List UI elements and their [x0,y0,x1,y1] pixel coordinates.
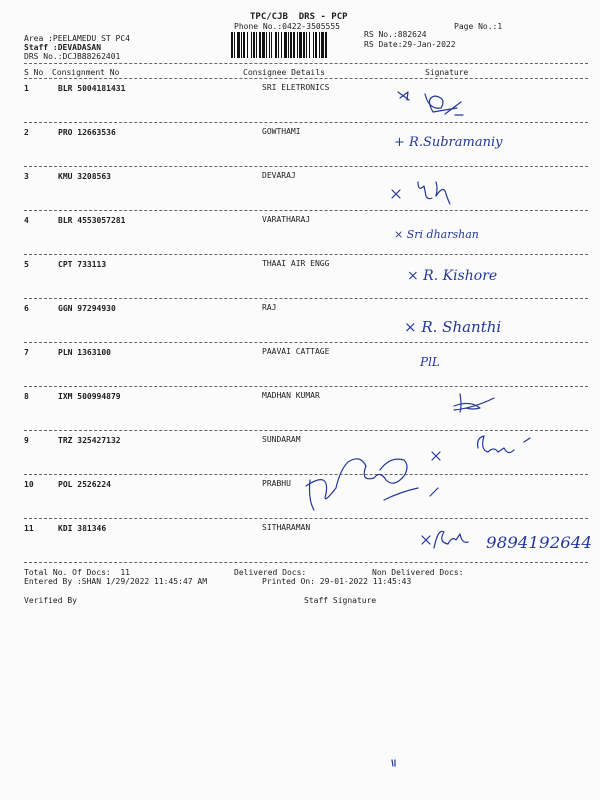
handwritten-phone-number [484,528,596,554]
row-11-consignee: SITHARAMAN [262,523,311,532]
row-divider [24,342,588,343]
signature-row-11 [418,522,478,558]
rs-date: RS Date:29-Jan-2022 [364,40,456,49]
barcode-bar [241,32,242,58]
barcode-bar [299,32,302,58]
row-4-sno: 4 [24,216,29,225]
document-title: TPC/CJB DRS - PCP [250,12,348,22]
row-8-consignment: IXM 500994879 [58,392,121,401]
row-3-sno: 3 [24,172,29,181]
barcode-bar [271,32,272,58]
barcode-bar [315,32,317,58]
row-divider [24,386,588,387]
row-5-sno: 5 [24,260,29,269]
row-divider [24,166,588,167]
entered-by: Entered By :SHAN 1/29/2022 11:45:47 AM [24,577,208,586]
signature-row-5 [405,262,555,286]
row-4-consignment: BLR 4553057281 [58,216,126,225]
rs-number: RS No.:882624 [364,30,427,39]
barcode-bar [325,32,327,58]
row-5-consignment: CPT 733113 [58,260,107,269]
signature-row-3 [388,176,468,206]
row-8-consignee: MADHAN KUMAR [262,391,320,400]
signature-row-7 [418,352,458,372]
row-10-sno: 10 [24,480,34,489]
row-1-sno: 1 [24,84,29,93]
row-6-sno: 6 [24,304,29,313]
row-3-consignment: KMU 3208563 [58,172,111,181]
verified-by-label: Verified By [24,596,77,605]
row-4-consignee: VARATHARAJ [262,215,311,224]
column-header-divider [24,78,588,79]
signature-row-9-10 [300,430,560,520]
row-1-consignment: BLR 5004181431 [58,84,126,93]
pen-mark [390,758,398,768]
row-2-sno: 2 [24,128,29,137]
signature-row-5-text: × R. Kishore [407,268,498,284]
row-11-consignment: KDI 381346 [58,524,107,533]
barcode-bar [313,32,314,58]
row-7-consignment: PLN 1363100 [58,348,111,357]
column-header-consignee: Consignee Details [243,68,325,77]
barcode-bar [266,32,267,58]
row-3-consignee: DEVARAJ [262,171,296,180]
non-delivered-docs: Non Delivered Docs: [372,568,464,577]
signature-row-6 [402,314,562,338]
barcode-bar [288,32,289,58]
row-2-consignment: PRO 12663536 [58,128,116,137]
barcode-bar [275,32,277,58]
row-divider [24,122,588,123]
area-label: Area :PEELAMEDU ST PC4 [24,34,130,43]
row-9-consignment: TRZ 325427132 [58,436,121,445]
signature-row-1 [395,88,475,122]
row-9-consignee: SUNDARAM [262,435,301,444]
barcode-bar [234,32,235,58]
row-divider [24,298,588,299]
signature-row-2 [392,130,512,152]
row-divider [24,210,588,211]
page-number: Page No.:1 [454,22,503,31]
signature-row-4-text: × Sri dharshan [394,228,479,241]
barcode-image [231,32,357,58]
row-divider [24,562,588,563]
row-11-sno: 11 [24,524,34,533]
row-10-consignee: PRABHU [262,479,291,488]
barcode-bar [309,32,310,58]
header-divider [24,63,588,64]
barcode-bar [247,32,248,58]
row-9-sno: 9 [24,436,29,445]
barcode-bar [297,32,298,58]
barcode-bar [284,32,287,58]
delivered-docs: Delivered Docs: [234,568,307,577]
signature-row-2-text: + R.Subramaniy [394,135,503,150]
phone-number: Phone No.:0422-3505555 [234,22,340,31]
row-2-consignee: GOWTHAMI [262,127,301,136]
barcode-bar [281,32,282,58]
barcode-bar [269,32,270,58]
column-header-consignment: Consignment No [52,68,120,77]
barcode-bar [251,32,252,58]
barcode-bar [256,32,257,58]
barcode-bar [243,32,245,58]
column-header-sno: S No [24,68,44,77]
signature-row-8 [450,390,500,416]
signature-row-7-text: PlL [420,355,440,369]
barcode-bar [253,32,255,58]
handwritten-phone-number-text: 9894192644 [486,533,592,552]
row-5-consignee: THAAI AIR ENGG [262,259,330,268]
barcode-bar [278,32,279,58]
row-7-sno: 7 [24,348,29,357]
barcode-bar [290,32,292,58]
drs-number: DRS No.:DCJB88262401 [24,52,121,61]
barcode-bar [306,32,307,58]
row-divider [24,254,588,255]
row-6-consignment: GGN 97294930 [58,304,116,313]
row-10-consignment: POL 2526224 [58,480,111,489]
barcode-bar [319,32,320,58]
row-7-consignee: PAAVAI CATTAGE [262,347,330,356]
staff-signature-label: Staff Signature [304,596,377,605]
barcode-bar [262,32,265,58]
barcode-bar [293,32,295,58]
printed-on: Printed On: 29-01-2022 11:45:43 [262,577,412,586]
signature-row-4 [392,224,492,244]
barcode-bar [303,32,305,58]
barcode-bar [237,32,240,58]
staff-label: Staff :DEVADASAN [24,43,102,52]
barcode-bar [259,32,261,58]
barcode-bar [231,32,233,58]
row-8-sno: 8 [24,392,29,401]
row-1-consignee: SRI ELETRONICS [262,83,330,92]
row-6-consignee: RAJ [262,303,277,312]
barcode-bar [321,32,324,58]
column-header-signature: Signature [425,68,469,77]
total-docs: Total No. Of Docs: 11 [24,568,130,577]
signature-row-6-text: × R. Shanthi [404,318,502,336]
